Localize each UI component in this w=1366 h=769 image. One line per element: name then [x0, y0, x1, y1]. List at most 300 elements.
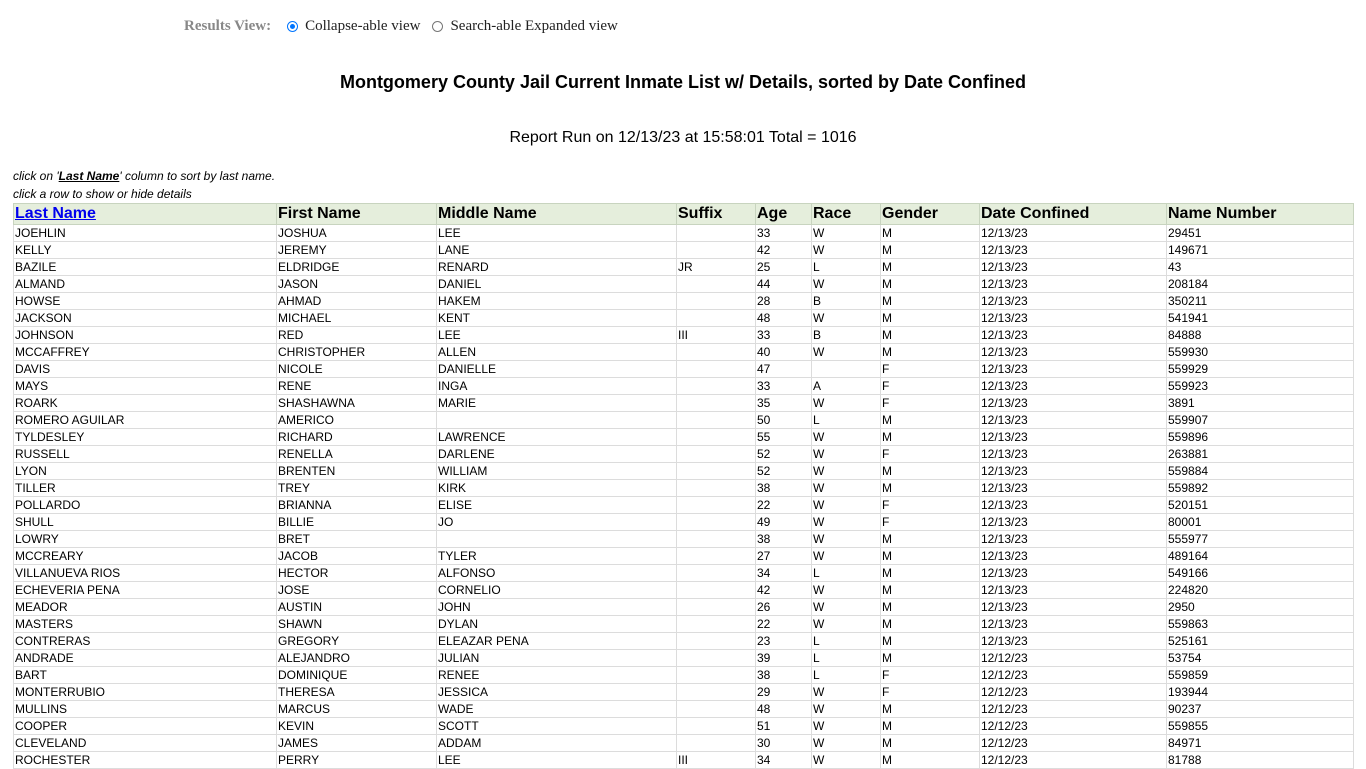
collapse-view-radio[interactable] — [287, 21, 298, 32]
race-cell: W — [812, 276, 881, 293]
date-confined-cell: 12/12/23 — [980, 667, 1167, 684]
race-cell: W — [812, 548, 881, 565]
age-cell: 40 — [756, 344, 812, 361]
middle-name-cell: ELEAZAR PENA — [437, 633, 677, 650]
date-confined-cell: 12/13/23 — [980, 616, 1167, 633]
suffix-cell — [677, 633, 756, 650]
race-cell: W — [812, 242, 881, 259]
last-name-cell: HOWSE — [14, 293, 277, 310]
table-row[interactable] — [14, 327, 1354, 344]
header-name-number: Name Number — [1167, 204, 1354, 225]
table-row[interactable] — [14, 361, 1354, 378]
race-cell: W — [812, 463, 881, 480]
gender-cell: F — [881, 378, 980, 395]
name-number-cell: 43 — [1167, 259, 1354, 276]
table-row[interactable] — [14, 752, 1354, 769]
suffix-cell — [677, 293, 756, 310]
table-row[interactable] — [14, 293, 1354, 310]
middle-name-cell: KENT — [437, 310, 677, 327]
last-name-cell: LYON — [14, 463, 277, 480]
race-cell: W — [812, 701, 881, 718]
race-cell: L — [812, 565, 881, 582]
last-name-cell: JOEHLIN — [14, 225, 277, 242]
suffix-cell — [677, 395, 756, 412]
age-cell: 22 — [756, 497, 812, 514]
first-name-cell: JAMES — [277, 735, 437, 752]
age-cell: 52 — [756, 463, 812, 480]
age-cell: 35 — [756, 395, 812, 412]
header-middle-name: Middle Name — [437, 204, 677, 225]
middle-name-cell: ADDAM — [437, 735, 677, 752]
age-cell: 39 — [756, 650, 812, 667]
name-number-cell: 263881 — [1167, 446, 1354, 463]
table-row[interactable] — [14, 650, 1354, 667]
date-confined-cell: 12/13/23 — [980, 565, 1167, 582]
table-row[interactable] — [14, 514, 1354, 531]
header-date-confined: Date Confined — [980, 204, 1167, 225]
suffix-cell — [677, 480, 756, 497]
last-name-cell: BAZILE — [14, 259, 277, 276]
date-confined-cell: 12/13/23 — [980, 599, 1167, 616]
suffix-cell — [677, 344, 756, 361]
gender-cell: M — [881, 616, 980, 633]
date-confined-cell: 12/12/23 — [980, 684, 1167, 701]
race-cell: B — [812, 293, 881, 310]
race-cell: W — [812, 514, 881, 531]
last-name-cell: ROCHESTER — [14, 752, 277, 769]
middle-name-cell: LEE — [437, 327, 677, 344]
middle-name-cell: LEE — [437, 752, 677, 769]
name-number-cell: 29451 — [1167, 225, 1354, 242]
table-row[interactable] — [14, 276, 1354, 293]
table-row[interactable] — [14, 701, 1354, 718]
middle-name-cell: ALLEN — [437, 344, 677, 361]
table-row[interactable] — [14, 412, 1354, 429]
middle-name-cell — [437, 531, 677, 548]
race-cell: B — [812, 327, 881, 344]
first-name-cell: CHRISTOPHER — [277, 344, 437, 361]
first-name-cell: TREY — [277, 480, 437, 497]
age-cell: 49 — [756, 514, 812, 531]
suffix-cell — [677, 497, 756, 514]
table-row[interactable] — [14, 565, 1354, 582]
table-row[interactable] — [14, 446, 1354, 463]
inmate-table — [13, 203, 1354, 769]
middle-name-cell: ELISE — [437, 497, 677, 514]
suffix-cell — [677, 667, 756, 684]
header-first-name: First Name — [277, 204, 437, 225]
race-cell: W — [812, 480, 881, 497]
first-name-cell: NICOLE — [277, 361, 437, 378]
name-number-cell: 489164 — [1167, 548, 1354, 565]
middle-name-cell: KIRK — [437, 480, 677, 497]
gender-cell: F — [881, 497, 980, 514]
suffix-cell: JR — [677, 259, 756, 276]
table-row[interactable] — [14, 378, 1354, 395]
report-run-info: Report Run on 12/13/23 at 15:58:01 Total = 1016 — [509, 129, 857, 146]
age-cell: 42 — [756, 582, 812, 599]
table-row[interactable] — [14, 344, 1354, 361]
age-cell: 52 — [756, 446, 812, 463]
middle-name-cell: DYLAN — [437, 616, 677, 633]
suffix-cell — [677, 463, 756, 480]
first-name-cell: RED — [277, 327, 437, 344]
table-row[interactable] — [14, 259, 1354, 276]
name-number-cell: 224820 — [1167, 582, 1354, 599]
age-cell: 28 — [756, 293, 812, 310]
middle-name-cell: JESSICA — [437, 684, 677, 701]
race-cell: W — [812, 344, 881, 361]
suffix-cell — [677, 616, 756, 633]
middle-name-cell: MARIE — [437, 395, 677, 412]
name-number-cell: 208184 — [1167, 276, 1354, 293]
expanded-view-radio[interactable] — [432, 21, 443, 32]
first-name-cell: BRET — [277, 531, 437, 548]
race-cell: W — [812, 752, 881, 769]
table-row[interactable] — [14, 480, 1354, 497]
table-row[interactable] — [14, 633, 1354, 650]
first-name-cell: JOSHUA — [277, 225, 437, 242]
gender-cell: M — [881, 752, 980, 769]
name-number-cell: 350211 — [1167, 293, 1354, 310]
table-row[interactable] — [14, 684, 1354, 701]
gender-cell: M — [881, 565, 980, 582]
last-name-cell: MCCREARY — [14, 548, 277, 565]
age-cell: 33 — [756, 378, 812, 395]
race-cell: W — [812, 531, 881, 548]
date-confined-cell: 12/13/23 — [980, 582, 1167, 599]
name-number-cell: 81788 — [1167, 752, 1354, 769]
suffix-cell — [677, 565, 756, 582]
first-name-cell: ALEJANDRO — [277, 650, 437, 667]
row-hint: click a row to show or hide details — [13, 187, 192, 201]
gender-cell: M — [881, 276, 980, 293]
age-cell: 25 — [756, 259, 812, 276]
table-header-row — [14, 204, 1354, 225]
suffix-cell — [677, 599, 756, 616]
first-name-cell: BRIANNA — [277, 497, 437, 514]
name-number-cell: 559884 — [1167, 463, 1354, 480]
suffix-cell: III — [677, 327, 756, 344]
first-name-cell: AMERICO — [277, 412, 437, 429]
last-name-cell: MAYS — [14, 378, 277, 395]
date-confined-cell: 12/13/23 — [980, 242, 1167, 259]
gender-cell: M — [881, 531, 980, 548]
first-name-cell: PERRY — [277, 752, 437, 769]
last-name-cell: MCCAFFREY — [14, 344, 277, 361]
name-number-cell: 549166 — [1167, 565, 1354, 582]
table-row[interactable] — [14, 616, 1354, 633]
name-number-cell: 559863 — [1167, 616, 1354, 633]
gender-cell: M — [881, 259, 980, 276]
race-cell: W — [812, 718, 881, 735]
race-cell: L — [812, 633, 881, 650]
middle-name-cell: WILLIAM — [437, 463, 677, 480]
gender-cell: M — [881, 242, 980, 259]
first-name-cell: HECTOR — [277, 565, 437, 582]
middle-name-cell: LAWRENCE — [437, 429, 677, 446]
middle-name-cell: DANIEL — [437, 276, 677, 293]
last-name-cell: ANDRADE — [14, 650, 277, 667]
name-number-cell: 559859 — [1167, 667, 1354, 684]
suffix-cell — [677, 514, 756, 531]
last-name-cell: VILLANUEVA RIOS — [14, 565, 277, 582]
expanded-view-label[interactable]: Search-able Expanded view — [450, 17, 618, 34]
name-number-cell: 559930 — [1167, 344, 1354, 361]
results-view-selector — [184, 16, 630, 36]
gender-cell: M — [881, 735, 980, 752]
last-name-cell: RUSSELL — [14, 446, 277, 463]
race-cell: W — [812, 497, 881, 514]
age-cell: 38 — [756, 480, 812, 497]
last-name-cell: MEADOR — [14, 599, 277, 616]
age-cell: 38 — [756, 667, 812, 684]
age-cell: 27 — [756, 548, 812, 565]
table-row[interactable] — [14, 463, 1354, 480]
race-cell: W — [812, 446, 881, 463]
first-name-cell: AHMAD — [277, 293, 437, 310]
name-number-cell: 53754 — [1167, 650, 1354, 667]
suffix-cell — [677, 548, 756, 565]
table-row[interactable] — [14, 735, 1354, 752]
last-name-cell: CONTRERAS — [14, 633, 277, 650]
suffix-cell — [677, 718, 756, 735]
race-cell — [812, 361, 881, 378]
suffix-cell — [677, 735, 756, 752]
gender-cell: F — [881, 446, 980, 463]
age-cell: 29 — [756, 684, 812, 701]
gender-cell: F — [881, 514, 980, 531]
first-name-cell: JACOB — [277, 548, 437, 565]
sort-hint — [13, 169, 275, 183]
collapse-view-option[interactable] — [287, 18, 420, 35]
suffix-cell — [677, 361, 756, 378]
suffix-cell — [677, 310, 756, 327]
sort-hint-link: Last Name — [58, 169, 120, 183]
table-row[interactable] — [14, 225, 1354, 242]
first-name-cell: RICHARD — [277, 429, 437, 446]
first-name-cell: JASON — [277, 276, 437, 293]
page-title: Montgomery County Jail Current Inmate List w/ Details, sorted by Date Confined — [339, 72, 1027, 92]
race-cell: W — [812, 395, 881, 412]
sort-hint-prefix: click on ' — [13, 169, 59, 183]
suffix-cell — [677, 242, 756, 259]
gender-cell: F — [881, 684, 980, 701]
last-name-cell: ALMAND — [14, 276, 277, 293]
expanded-view-option[interactable] — [432, 18, 617, 35]
race-cell: L — [812, 259, 881, 276]
gender-cell: M — [881, 582, 980, 599]
age-cell: 51 — [756, 718, 812, 735]
table-row[interactable] — [14, 429, 1354, 446]
race-cell: A — [812, 378, 881, 395]
age-cell: 50 — [756, 412, 812, 429]
table-row[interactable] — [14, 582, 1354, 599]
last-name-cell: ROMERO AGUILAR — [14, 412, 277, 429]
race-cell: W — [812, 684, 881, 701]
last-name-cell: JOHNSON — [14, 327, 277, 344]
name-number-cell: 525161 — [1167, 633, 1354, 650]
first-name-cell: THERESA — [277, 684, 437, 701]
race-cell: W — [812, 225, 881, 242]
date-confined-cell: 12/13/23 — [980, 548, 1167, 565]
suffix-cell — [677, 684, 756, 701]
table-row[interactable] — [14, 718, 1354, 735]
suffix-cell — [677, 701, 756, 718]
suffix-cell — [677, 446, 756, 463]
last-name-cell: MONTERRUBIO — [14, 684, 277, 701]
race-cell: L — [812, 650, 881, 667]
date-confined-cell: 12/13/23 — [980, 446, 1167, 463]
last-name-cell: KELLY — [14, 242, 277, 259]
sort-hint-suffix: ' column to sort by last name. — [119, 169, 276, 183]
gender-cell: M — [881, 701, 980, 718]
gender-cell: M — [881, 327, 980, 344]
middle-name-cell: LEE — [437, 225, 677, 242]
first-name-cell: BILLIE — [277, 514, 437, 531]
name-number-cell: 2950 — [1167, 599, 1354, 616]
middle-name-cell: CORNELIO — [437, 582, 677, 599]
middle-name-cell: DANIELLE — [437, 361, 677, 378]
gender-cell: M — [881, 293, 980, 310]
gender-cell: M — [881, 463, 980, 480]
last-name-cell: TILLER — [14, 480, 277, 497]
gender-cell: M — [881, 633, 980, 650]
last-name-cell: CLEVELAND — [14, 735, 277, 752]
date-confined-cell: 12/13/23 — [980, 327, 1167, 344]
middle-name-cell: ALFONSO — [437, 565, 677, 582]
table-row[interactable] — [14, 395, 1354, 412]
last-name-cell: POLLARDO — [14, 497, 277, 514]
gender-cell: M — [881, 480, 980, 497]
first-name-cell: BRENTEN — [277, 463, 437, 480]
middle-name-cell: JULIAN — [437, 650, 677, 667]
date-confined-cell: 12/12/23 — [980, 735, 1167, 752]
date-confined-cell: 12/13/23 — [980, 276, 1167, 293]
header-last-name[interactable] — [14, 204, 277, 225]
last-name-cell: ECHEVERIA PENA — [14, 582, 277, 599]
last-name-cell: TYLDESLEY — [14, 429, 277, 446]
suffix-cell — [677, 378, 756, 395]
date-confined-cell: 12/12/23 — [980, 752, 1167, 769]
name-number-cell: 149671 — [1167, 242, 1354, 259]
table-row[interactable] — [14, 531, 1354, 548]
suffix-cell — [677, 531, 756, 548]
first-name-cell: MICHAEL — [277, 310, 437, 327]
race-cell: L — [812, 412, 881, 429]
table-row[interactable] — [14, 310, 1354, 327]
name-number-cell: 559892 — [1167, 480, 1354, 497]
last-name-cell: DAVIS — [14, 361, 277, 378]
date-confined-cell: 12/13/23 — [980, 514, 1167, 531]
race-cell: W — [812, 310, 881, 327]
gender-cell: M — [881, 225, 980, 242]
gender-cell: M — [881, 310, 980, 327]
name-number-cell: 3891 — [1167, 395, 1354, 412]
sort-last-name-link[interactable]: Last Name — [15, 205, 96, 222]
date-confined-cell: 12/13/23 — [980, 395, 1167, 412]
gender-cell: M — [881, 548, 980, 565]
header-suffix: Suffix — [677, 204, 756, 225]
name-number-cell: 559907 — [1167, 412, 1354, 429]
race-cell: W — [812, 735, 881, 752]
age-cell: 55 — [756, 429, 812, 446]
age-cell: 34 — [756, 752, 812, 769]
results-view-label: Results View: — [184, 17, 272, 34]
date-confined-cell: 12/13/23 — [980, 480, 1167, 497]
name-number-cell: 559896 — [1167, 429, 1354, 446]
last-name-cell: SHULL — [14, 514, 277, 531]
first-name-cell: JOSE — [277, 582, 437, 599]
middle-name-cell: RENARD — [437, 259, 677, 276]
gender-cell: F — [881, 667, 980, 684]
race-cell: W — [812, 429, 881, 446]
gender-cell: M — [881, 412, 980, 429]
name-number-cell: 520151 — [1167, 497, 1354, 514]
table-row[interactable] — [14, 242, 1354, 259]
first-name-cell: ELDRIDGE — [277, 259, 437, 276]
name-number-cell: 559855 — [1167, 718, 1354, 735]
last-name-cell: LOWRY — [14, 531, 277, 548]
age-cell: 22 — [756, 616, 812, 633]
middle-name-cell: WADE — [437, 701, 677, 718]
age-cell: 47 — [756, 361, 812, 378]
table-row[interactable] — [14, 548, 1354, 565]
name-number-cell: 559929 — [1167, 361, 1354, 378]
middle-name-cell: JOHN — [437, 599, 677, 616]
gender-cell: M — [881, 650, 980, 667]
suffix-cell — [677, 412, 756, 429]
table-row[interactable] — [14, 667, 1354, 684]
age-cell: 48 — [756, 310, 812, 327]
age-cell: 38 — [756, 531, 812, 548]
last-name-cell: BART — [14, 667, 277, 684]
suffix-cell — [677, 650, 756, 667]
middle-name-cell: LANE — [437, 242, 677, 259]
date-confined-cell: 12/13/23 — [980, 497, 1167, 514]
name-number-cell: 80001 — [1167, 514, 1354, 531]
table-row[interactable] — [14, 599, 1354, 616]
middle-name-cell: JO — [437, 514, 677, 531]
last-name-cell: ROARK — [14, 395, 277, 412]
last-name-cell: MASTERS — [14, 616, 277, 633]
middle-name-cell: RENEE — [437, 667, 677, 684]
first-name-cell: DOMINIQUE — [277, 667, 437, 684]
date-confined-cell: 12/13/23 — [980, 463, 1167, 480]
race-cell: L — [812, 667, 881, 684]
age-cell: 23 — [756, 633, 812, 650]
middle-name-cell: INGA — [437, 378, 677, 395]
suffix-cell: III — [677, 752, 756, 769]
table-row[interactable] — [14, 497, 1354, 514]
age-cell: 33 — [756, 225, 812, 242]
middle-name-cell — [437, 412, 677, 429]
first-name-cell: KEVIN — [277, 718, 437, 735]
gender-cell: M — [881, 718, 980, 735]
age-cell: 30 — [756, 735, 812, 752]
date-confined-cell: 12/13/23 — [980, 310, 1167, 327]
race-cell: W — [812, 599, 881, 616]
suffix-cell — [677, 582, 756, 599]
gender-cell: M — [881, 429, 980, 446]
age-cell: 26 — [756, 599, 812, 616]
collapse-view-label[interactable]: Collapse-able view — [305, 17, 421, 34]
age-cell: 34 — [756, 565, 812, 582]
date-confined-cell: 12/12/23 — [980, 718, 1167, 735]
middle-name-cell: HAKEM — [437, 293, 677, 310]
race-cell: W — [812, 582, 881, 599]
date-confined-cell: 12/13/23 — [980, 361, 1167, 378]
